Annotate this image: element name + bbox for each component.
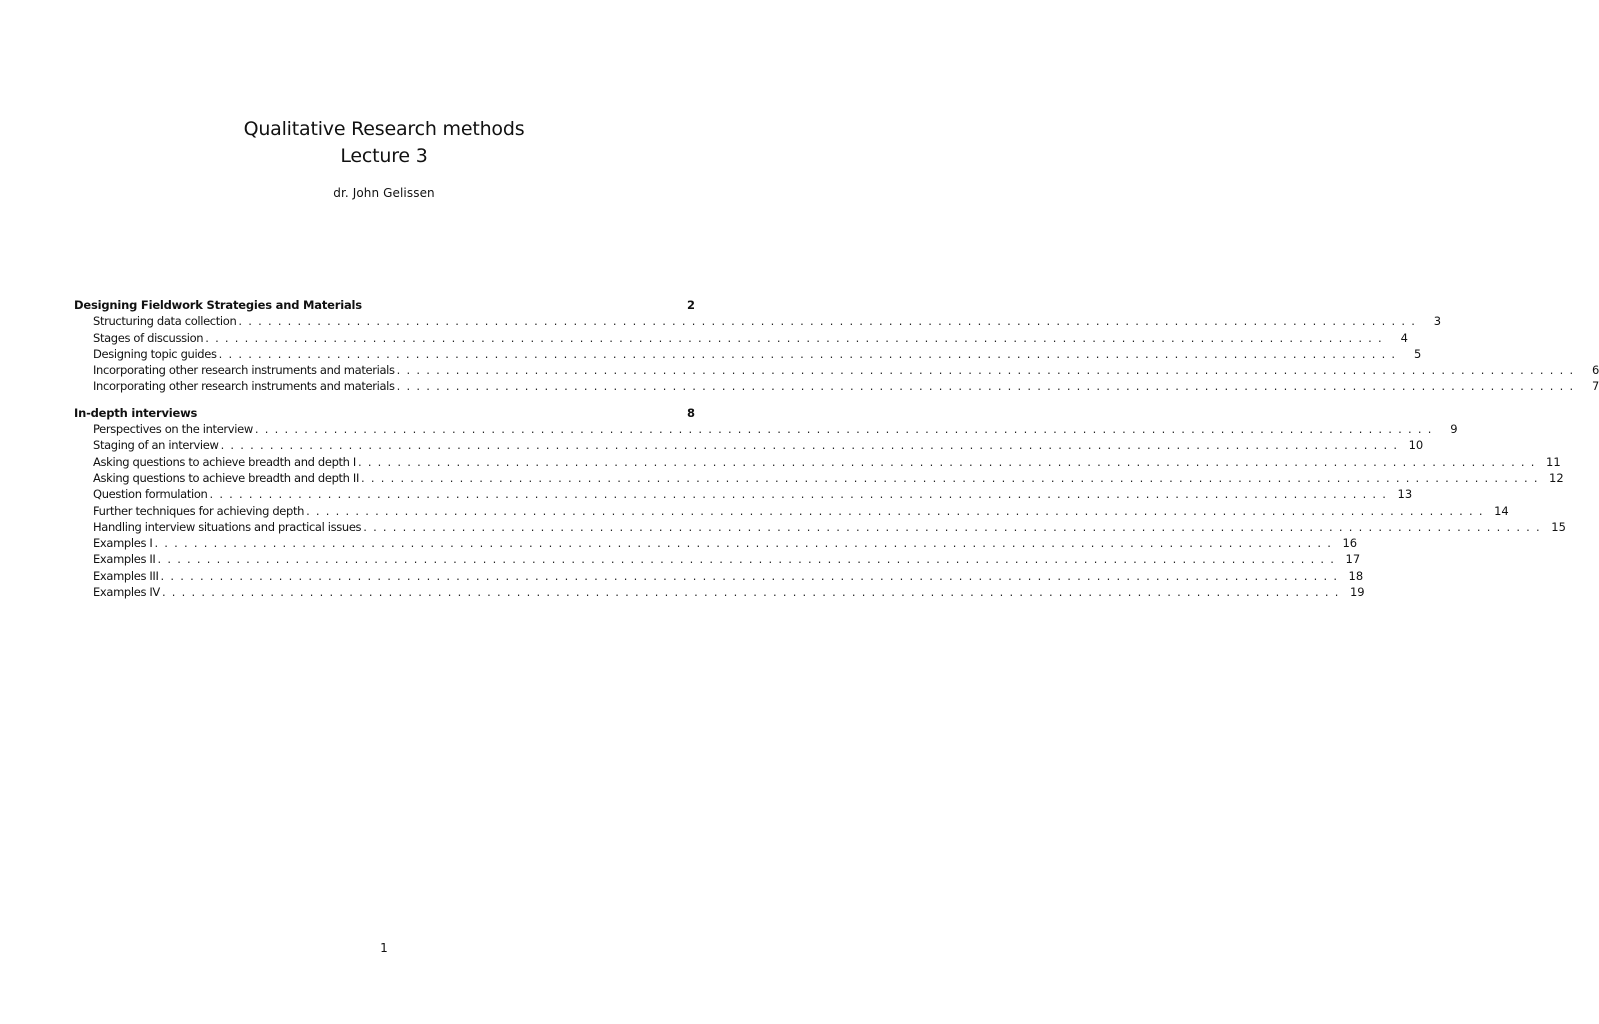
toc-entry[interactable]: [74, 421, 1458, 437]
toc-section: [74, 405, 1566, 601]
toc-entry[interactable]: [74, 330, 1408, 346]
dot-leader: ........................................................................................................................: [218, 346, 1402, 361]
toc-entry[interactable]: [74, 437, 1424, 453]
toc-entry-label: Incorporating other research instruments and materials: [93, 363, 395, 378]
toc-section: [74, 297, 1599, 395]
toc-entry-page: 4: [1400, 330, 1408, 345]
toc-entry-page: 15: [1551, 519, 1566, 534]
dot-leader: ........................................................................................................................: [363, 519, 1546, 534]
toc-entry[interactable]: [74, 470, 1564, 486]
dot-leader: ........................................................................................................................: [357, 454, 1541, 469]
toc-entry-label: Examples IV: [93, 585, 160, 600]
toc-entry[interactable]: [74, 519, 1566, 535]
dot-leader: ........................................................................................................................: [396, 363, 1580, 378]
dot-leader: ........................................................................................................................: [161, 585, 1345, 600]
toc-entry-label: Structuring data collection: [93, 314, 237, 329]
page-number-footer: 1: [380, 941, 388, 955]
toc-section-page: 8: [686, 405, 695, 420]
document-title: [0, 116, 768, 170]
toc-entry-label: Staging of an interview: [93, 438, 219, 453]
toc-entry[interactable]: [74, 486, 1413, 502]
dot-leader: ........................................................................................................................: [154, 536, 1338, 551]
document-author: dr. John Gelissen: [333, 186, 435, 200]
toc-entry-page: 14: [1494, 503, 1509, 518]
toc-entry-label: Question formulation: [93, 487, 208, 502]
toc-entry[interactable]: [74, 535, 1358, 551]
toc-entry-page: 5: [1413, 346, 1422, 361]
toc-entry-label: Examples II: [93, 552, 156, 567]
toc-entry-page: 13: [1397, 487, 1413, 502]
dot-leader: ........................................................................................................................: [361, 470, 1544, 485]
dot-leader: ........................................................................................................................: [205, 330, 1388, 345]
toc-entry[interactable]: [74, 454, 1561, 470]
toc-entry[interactable]: [74, 568, 1364, 584]
dot-leader: ........................................................................................................................: [160, 568, 1344, 583]
toc-entry-page: 6: [1591, 363, 1599, 378]
dot-leader: ........................................................................................................................: [157, 552, 1341, 567]
toc-entry-label: Further techniques for achieving depth: [93, 503, 305, 518]
title-line-2: Lecture 3: [340, 145, 428, 167]
toc-section-title: In-depth interviews: [74, 405, 198, 420]
toc-entry[interactable]: [74, 313, 1442, 329]
toc-entry-page: 3: [1433, 314, 1442, 329]
toc-section-page: 2: [686, 298, 695, 312]
toc-entry-label: Examples I: [93, 536, 153, 551]
toc-entry-page: 11: [1546, 454, 1561, 469]
toc-entry-page: 18: [1348, 568, 1364, 583]
toc-entry-label: Incorporating other research instruments and materials: [93, 379, 395, 394]
dot-leader: ........................................................................................................................: [396, 379, 1580, 394]
toc-section-title: Designing Fieldwork Strategies and Materials: [74, 298, 362, 312]
toc-entry-page: 19: [1349, 585, 1365, 600]
table-of-contents: [74, 297, 1599, 610]
dot-leader: ........................................................................................................................: [306, 503, 1489, 518]
toc-entry-label: Stages of discussion: [93, 330, 204, 345]
dot-leader: ........................................................................................................................: [220, 438, 1404, 453]
toc-entry-label: Handling interview situations and practical issues: [93, 519, 362, 534]
toc-entry[interactable]: [74, 378, 1599, 394]
toc-entry-page: 12: [1549, 470, 1564, 485]
toc-entry-page: 7: [1591, 379, 1599, 394]
toc-entry-label: Asking questions to achieve breadth and depth II: [93, 470, 360, 485]
toc-entry-label: Perspectives on the interview: [93, 422, 253, 437]
toc-entry[interactable]: [74, 503, 1509, 519]
toc-entry-label: Examples III: [93, 568, 159, 583]
dot-leader: ........................................................................................................................: [209, 487, 1393, 502]
toc-entry[interactable]: [74, 584, 1365, 600]
toc-entry-page: 9: [1450, 422, 1458, 437]
toc-entry[interactable]: [74, 551, 1361, 567]
toc-entry-label: Asking questions to achieve breadth and depth I: [93, 454, 356, 469]
dot-leader: ........................................................................................................................: [254, 422, 1438, 437]
toc-entry-label: Designing topic guides: [93, 346, 217, 361]
toc-section-heading[interactable]: [74, 405, 695, 421]
toc-entry-page: 17: [1345, 552, 1361, 567]
toc-section-heading[interactable]: [74, 297, 695, 313]
toc-entry-page: 10: [1408, 438, 1424, 453]
toc-entry-page: 16: [1342, 536, 1358, 551]
dot-leader: ........................................................................................................................: [238, 314, 1422, 329]
toc-entry[interactable]: [74, 346, 1422, 362]
title-line-1: Qualitative Research methods: [243, 118, 525, 140]
toc-entry[interactable]: [74, 362, 1599, 378]
